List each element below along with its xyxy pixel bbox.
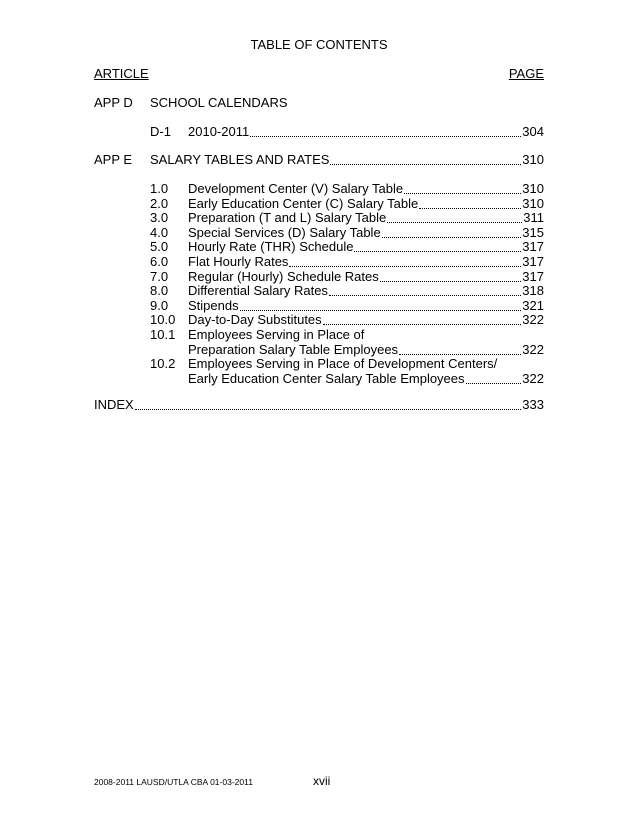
entry-number: 10.0 <box>150 312 176 328</box>
footer-document-id: 2008-2011 LAUSD/UTLA CBA 01-03-2011 <box>94 777 253 787</box>
toc-entry[interactable] <box>150 151 544 169</box>
entry-number: D-1 <box>150 124 171 139</box>
entry-page: 315 <box>522 224 544 240</box>
entry-number: 10.2 <box>150 356 176 372</box>
entry-number: 2.0 <box>150 195 169 211</box>
entry-text: Differential Salary Rates <box>188 283 328 299</box>
entry-text: Early Education Center (C) Salary Table <box>188 195 419 211</box>
entry-text: Employees Serving in Place of Development Centers/ <box>188 356 498 372</box>
section-title: SCHOOL CALENDARS <box>150 95 288 110</box>
index-label: INDEX <box>94 397 134 412</box>
entry-page: 322 <box>522 312 544 328</box>
leader-dots <box>135 409 522 410</box>
entry-text: Employees Serving in Place of <box>188 327 365 342</box>
toc-entry[interactable] <box>188 370 544 388</box>
leader-dots <box>466 383 522 384</box>
entry-page: 317 <box>522 254 544 269</box>
entry-page: 310 <box>522 181 544 196</box>
toc-entry[interactable] <box>150 123 544 141</box>
entry-page: 310 <box>522 152 544 167</box>
entry-page: 311 <box>523 210 544 226</box>
entry-text: Special Services (D) Salary Table <box>188 224 381 240</box>
entry-page: 333 <box>522 397 544 412</box>
entry-number: 9.0 <box>150 297 169 313</box>
section-title: SALARY TABLES AND RATES <box>150 152 330 167</box>
entry-page: 310 <box>522 195 544 211</box>
entry-text: Regular (Hourly) Schedule Rates <box>188 268 379 284</box>
entry-text: Day-to-Day Substitutes <box>188 312 322 328</box>
entry-number: 4.0 <box>150 224 169 240</box>
leader-dots <box>250 136 521 137</box>
entry-page: 318 <box>522 283 544 299</box>
footer-page-number: xvii <box>313 774 331 788</box>
entry-number: 10.1 <box>150 327 176 342</box>
entry-number: 5.0 <box>150 239 169 255</box>
entry-page: 304 <box>522 124 544 139</box>
section-code: APP E <box>94 152 133 167</box>
entry-number: 6.0 <box>150 254 169 269</box>
entry-page: 317 <box>522 268 544 284</box>
entry-page: 317 <box>522 239 544 255</box>
article-header: ARTICLE <box>94 66 149 81</box>
leader-dots <box>330 164 521 165</box>
entry-text: Development Center (V) Salary Table <box>188 181 404 196</box>
toc-entry[interactable] <box>94 396 544 414</box>
entry-text: Preparation (T and L) Salary Table <box>188 210 387 226</box>
entry-text: Early Education Center Salary Table Employees <box>188 370 465 386</box>
entry-page: 321 <box>522 297 544 313</box>
page-header: PAGE <box>508 66 544 81</box>
entry-page: 322 <box>522 370 544 386</box>
entry-text: Hourly Rate (THR) Schedule <box>188 239 354 255</box>
entry-text: 2010-2011 <box>188 124 250 139</box>
entry-text: Stipends <box>188 297 239 313</box>
entry-text: Flat Hourly Rates <box>188 254 289 269</box>
entry-number: 7.0 <box>150 268 169 284</box>
entry-number: 3.0 <box>150 210 169 226</box>
section-code: APP D <box>94 95 133 110</box>
entry-page: 322 <box>522 341 544 357</box>
entry-text: Preparation Salary Table Employees <box>188 341 399 357</box>
entry-number: 1.0 <box>150 181 169 196</box>
toc-title: TABLE OF CONTENTS <box>250 37 388 52</box>
entry-number: 8.0 <box>150 283 169 299</box>
